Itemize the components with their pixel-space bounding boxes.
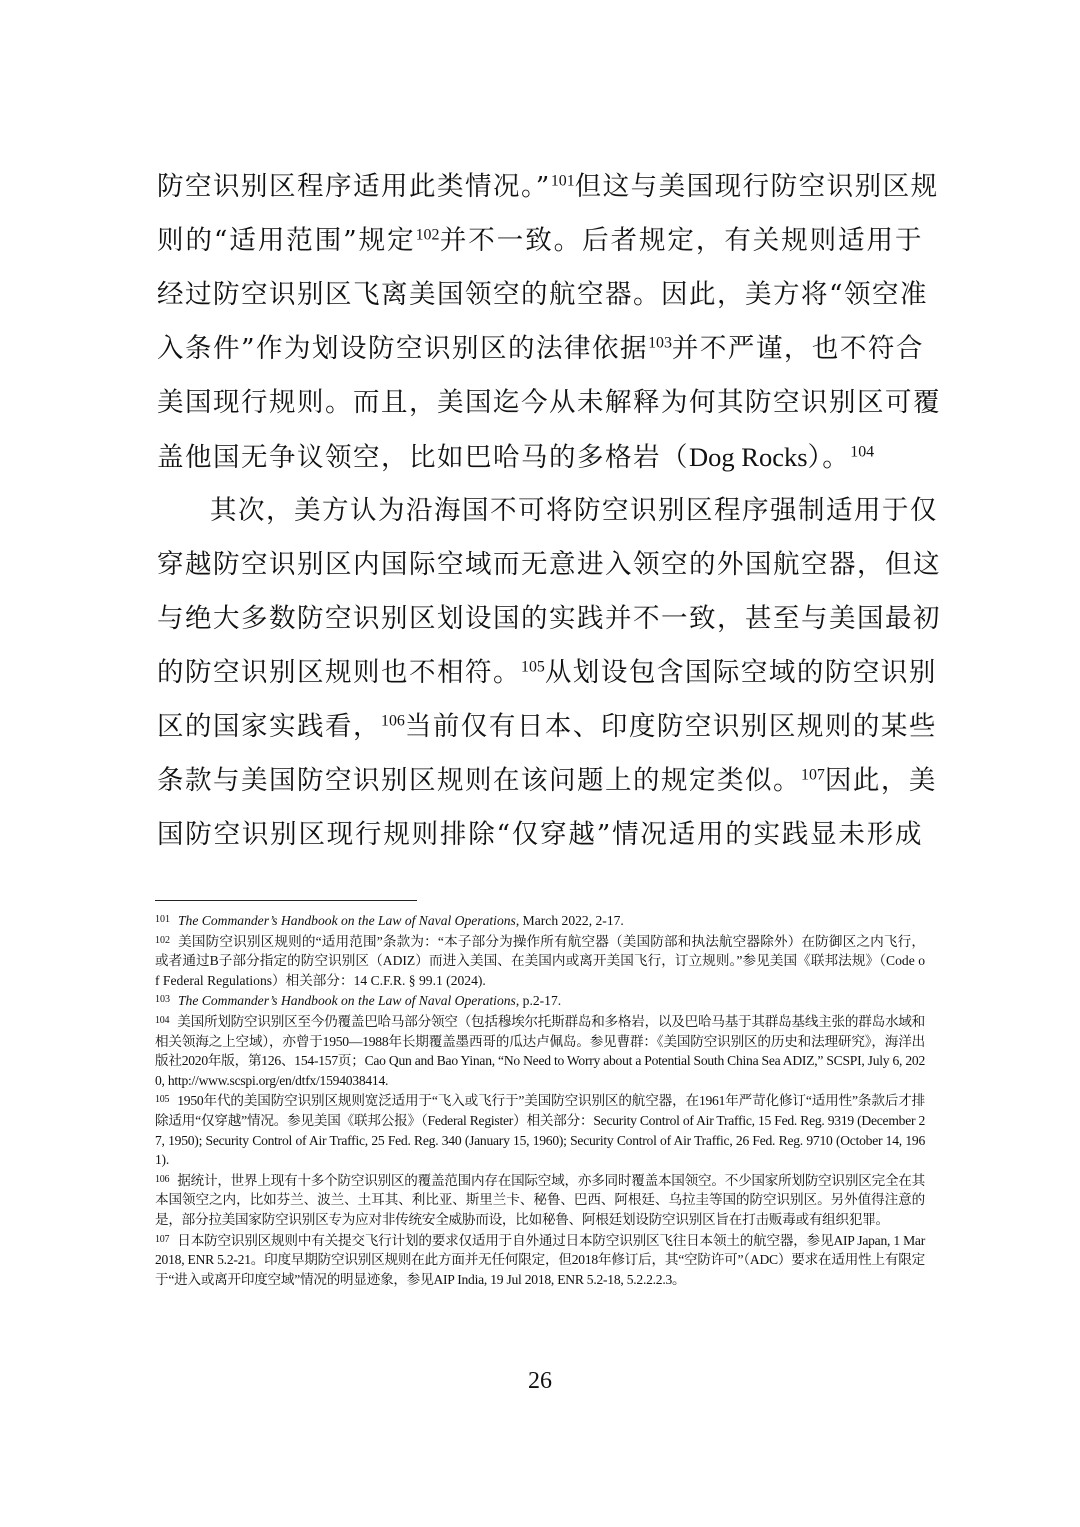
- footnote-ref-102[interactable]: 102: [415, 226, 440, 244]
- text-run: 的防空识别区规则也不相符。: [157, 657, 521, 688]
- body-line-10: [157, 654, 937, 692]
- body-line-3: [157, 276, 929, 314]
- footnote-number: 103: [155, 994, 170, 1006]
- body-line-8: [157, 546, 941, 584]
- footnote-number: 107: [155, 1233, 170, 1245]
- text-run: 入条件”作为划设防空识别区的法律依据: [157, 333, 649, 364]
- text-run: 但这与美国现行防空识别区规: [574, 171, 939, 202]
- text-run: 其次，美方认为沿海国不可将防空识别区程序强制适用于仅: [210, 495, 938, 526]
- text-run: 条款与美国防空识别区规则在该问题上的规定类似。: [157, 765, 801, 796]
- footnote-text: 据统计，世界上现有十多个防空识别区的覆盖范围内存在国际空域，亦多同时覆盖本国领空。不少国家所划防空识别区完全在其本国领空之内，比如芬兰、波兰、土耳其、利比亚、斯里兰卡、秘鲁、巴西、阿根廷、乌拉圭等国的防空识别区。另外值得注意的是，部分拉美国家防空识别区专为应对非传统安全威胁而设，比如秘鲁、阿根廷划设防空识别区旨在打击贩毒或有组织犯罪。: [155, 1172, 925, 1227]
- body-line-6: [157, 438, 923, 477]
- footnote-text: 日本防空识别区规则中有关提交飞行计划的要求仅适用于自外通过日本防空识别区飞往日本领土的航空器，参见AIP Japan, 1 Mar 2018, ENR 5.2-21。印度早期防空识别区规则在此方面并无任何限定，但2018年修订后，其“空防许可”（ADC）要求在适用性上有限定于“进入或离开印度空域”情况的明显迹象，参见AIP India, 19 Jul 2018, ENR 5.2-18, 5.2.2.2.3。: [155, 1232, 925, 1287]
- text-run: 从划设包含国际空域的防空识别: [544, 657, 937, 688]
- body-line-9: [157, 600, 941, 638]
- footnote-ref-103[interactable]: 103: [648, 334, 672, 352]
- text-run: 与绝大多数防空识别区划设国的实践并不一致，甚至与美国最初: [157, 603, 941, 634]
- text-run: 当前仅有日本、印度防空识别区规则的某些: [404, 711, 937, 742]
- text-run: 国防空识别区现行规则排除“仅穿越”情况适用的实践显未形成: [157, 819, 923, 850]
- footnote-title: The Commander’s Handbook on the Law of Naval Operations: [178, 993, 516, 1009]
- text-run: 穿越防空识别区内国际空域而无意进入领空的外国航空器，但这: [157, 549, 941, 580]
- body-line-1: [157, 168, 939, 206]
- body-line-5: [157, 384, 941, 422]
- footnote-107: [155, 1230, 925, 1290]
- text-run: 防空识别区程序适用此类情况。”: [157, 171, 551, 202]
- footnote-title: The Commander’s Handbook on the Law of Naval Operations: [178, 913, 516, 928]
- body-line-13: [157, 816, 923, 854]
- body-line-12: [157, 762, 937, 800]
- page-number: 26: [528, 1368, 552, 1394]
- footnote-text: 美国所划防空识别区至今仍覆盖巴哈马部分领空（包括穆埃尔托斯群岛和多格岩，以及巴哈马基于其群岛基线主张的群岛水域和相关领海之上空域），亦曾于1950—1988年长期覆盖墨西哥的瓜达卢佩岛。参见曹群：《美国防空识别区的历史和法理研究》，海洋出版社2020年版，第126、154-157页；Cao Qun and Bao Yinan, “No Need to Worry about a Potential South China Sea ADIZ,” SCSPI, July 6, 2020, http://www.scspi.org/en/dtfx/1594038414.: [155, 1013, 925, 1088]
- text-run: 区的国家实践看，: [157, 711, 381, 742]
- footnote-ref-106[interactable]: 106: [381, 712, 405, 730]
- footnote-separator: [155, 900, 417, 901]
- text-run: 经过防空识别区飞离美国领空的航空器。因此，美方将“领空准: [157, 279, 929, 310]
- footnote-ref-105[interactable]: 105: [521, 658, 545, 676]
- text-run: ）。: [807, 442, 851, 473]
- footnote-text: 1950年代的美国防空识别区规则宽泛适用于“飞入或飞行于”美国防空识别区的航空器，在1961年严苛化修订“适用性”条款后才排除适用“仅穿越”情况。参见美国《联邦公报》（Federal Register）相关部分：Security Control of Air Traffic, 15 Fed. Reg. 9319 (December 27, 1950); Security Control of Air Traffic, 25 Fed. Reg. 340 (January 15, 1960); Security Control of Air Traffic, 26 Fed. Reg. 9710 (October 14, 1961).: [155, 1093, 925, 1168]
- body-line-4: [157, 330, 923, 368]
- footnote-ref-107[interactable]: 107: [801, 766, 825, 784]
- footnotes: [155, 910, 925, 1289]
- footnote-text: , March 2022, 2-17.: [515, 913, 624, 928]
- body-line-2: [157, 222, 923, 260]
- footnote-104: [155, 1011, 925, 1090]
- footnote-number: 106: [155, 1173, 170, 1185]
- text-run: 则的“适用范围”规定: [157, 225, 416, 256]
- footnote-ref-104[interactable]: 104: [850, 443, 875, 461]
- latin-term: Dog Rocks: [689, 442, 808, 472]
- footnote-103: [155, 990, 925, 1011]
- footnote-number: 104: [155, 1014, 170, 1026]
- footnote-number: 101: [155, 914, 170, 925]
- body-line-7: [210, 492, 938, 530]
- footnote-106: [155, 1170, 925, 1230]
- footnote-number: 102: [155, 934, 170, 946]
- footnote-text: 美国防空识别区规则的“适用范围”条款为：“本子部分为操作所有航空器（美国防部和执法航空器除外）在防御区之内飞行，或者通过B子部分指定的防空识别区（ADIZ）而进入美国、在美国内或离开美国飞行，订立规则。”参见美国《联邦法规》（Code of Federal Regulations）相关部分：14 C.F.R. § 99.1 (2024).: [155, 933, 925, 988]
- footnote-text: , p.2-17.: [515, 993, 562, 1009]
- footnote-105: [155, 1090, 925, 1169]
- text-run: 因此，美: [824, 765, 937, 796]
- footnote-ref-101[interactable]: 101: [550, 172, 575, 190]
- footnote-102: [155, 931, 925, 991]
- footnote-101: [155, 910, 925, 931]
- text-run: 并不一致。后者规定，有关规则适用于: [439, 225, 923, 256]
- body-line-11: [157, 708, 937, 746]
- text-run: 盖他国无争议领空，比如巴哈马的多格岩（: [157, 442, 689, 473]
- footnote-number: 105: [155, 1094, 170, 1106]
- text-run: 并不严谨，也不符合: [671, 333, 924, 364]
- text-run: 美国现行规则。而且，美国迄今从未解释为何其防空识别区可覆: [157, 387, 941, 418]
